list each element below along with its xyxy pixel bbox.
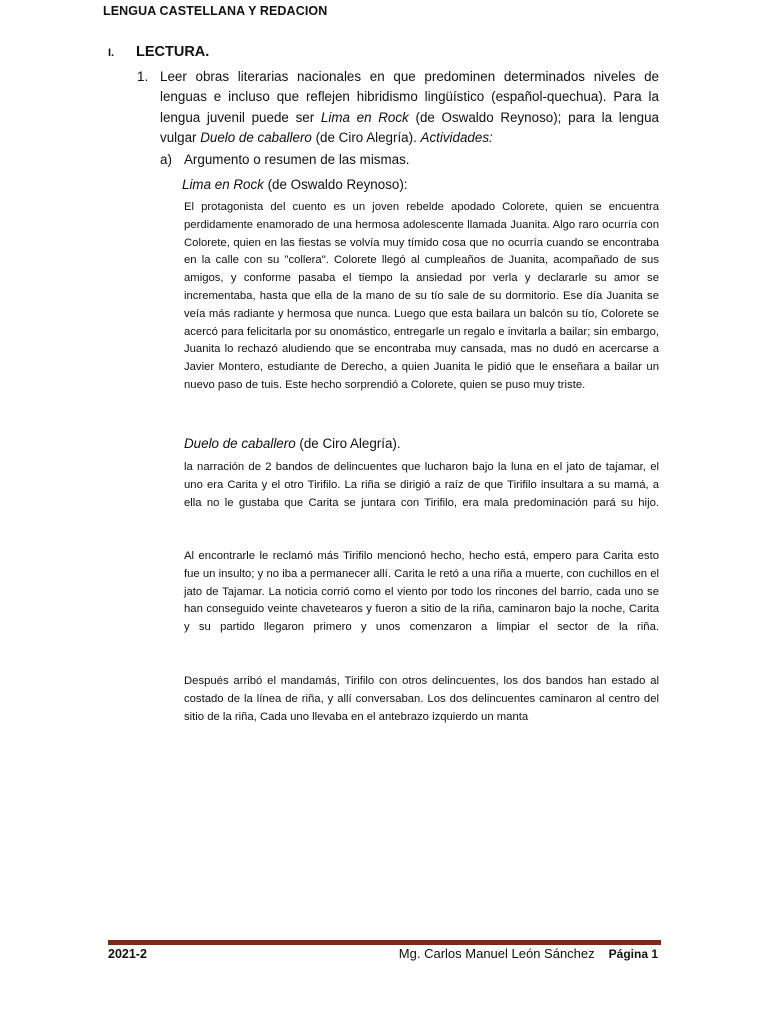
footer-author: Mg. Carlos Manuel León Sánchez <box>398 946 595 961</box>
footer-right <box>399 946 658 961</box>
footer-divider <box>108 940 661 945</box>
footer-year: 2021-2 <box>108 947 147 961</box>
work-title-lima-en-rock: Lima en Rock <box>320 109 409 125</box>
item-text-part-c: (de Ciro Alegría). <box>311 130 421 146</box>
summary-paragraph-duelo-3: Después arribó el mandamás, Tirifilo con otros delincuentes, los dos bandos han estado al costado de la línea de riña, y allí conversaban. Los dos delincuentes caminaron al centro del sitio de la riña, Cada uno llevaba en el antebrazo izquierdo un manta <box>184 675 659 723</box>
section-number: I. <box>108 47 115 59</box>
activities-label: Actividades: <box>420 130 493 146</box>
story-author: (de Oswaldo Reynoso): <box>263 177 408 192</box>
summary-paragraph-duelo-1: la narración de 2 bandos de delincuentes que lucharon bajo la luna en el jato de tajamar, el uno era Carita y el otro Tirifilo. La riña se dirigió a raíz de que Tirifilo insultara a su mamá, a ella no le gustaba que Carita se juntara con Tirifilo, era mala predominación pará su hijo. <box>184 461 659 509</box>
sub-item-text: Argumento o resumen de las mismas. <box>184 152 410 167</box>
sub-item-letter: a) <box>160 152 172 167</box>
summary-paragraph-duelo-2: Al encontrarle le reclamó más Tirifilo mencionó hecho, hecho está, empero para Carita esto fue un insulto; y no iba a permanecer allí. Carita le retó a una riña a muerte, con cuchillos en el jato de Tajamar. La noticia corrió como el viento por todo los rincones del barrio, cada uno se han conseguido veinte chavetearos y fueron a sitio de la riña, caminaron bajo la noche, Carita y su partido llegaron primero y unos comenzaron a limpiar el sector de la riña. <box>184 550 659 634</box>
list-item-number: 1. <box>137 69 149 84</box>
work-title-duelo-de-caballero: Duelo de caballero <box>200 130 312 146</box>
section-title: LECTURA. <box>136 44 210 60</box>
story-author: (de Ciro Alegría). <box>295 436 401 451</box>
story-title-duelo-de-caballero <box>184 436 401 451</box>
story-title-text: Duelo de caballero <box>184 436 296 451</box>
footer-page-number: Página 1 <box>608 947 658 961</box>
story-title-text: Lima en Rock <box>182 177 264 192</box>
document-header-title: LENGUA CASTELLANA Y REDACION <box>103 4 328 18</box>
summary-paragraph-lima-en-rock: El protagonista del cuento es un joven rebelde apodado Colorete, quien se encuentra perdidamente enamorado de una hermosa adolescente llamada Juanita. Algo raro ocurría con Colorete, quien en las fiestas se volvía muy tímido cosa que no ocurría cuando se encontraba en la calle con su "collera". Colorete llegó al cumpleaños de Juanita, acompañado de sus amigos, y conforme pasaba el tiempo la ansiedad por verla y declararle su amor se incrementaba, hasta que ella de la mano de su tío sale de su dormitorio. Ese día Juanita se veía más radiante y hermosa que nunca. Luego que esta bailara un balcón su tío, Colorete se acercó para felicitarla por su onomástico, entregarle un regalo e invitarla a bailar; sin embargo, Juanita lo rechazó aludiendo que se encontraba muy cansada, mas no dudó en acercarse a Javier Montero, estudiante de Derecho, a quien Juanita le pidió que le enseñara a bailar un nuevo paso de tuis. Este hecho sorprendió a Colorete, quien se puso muy triste. <box>184 201 659 391</box>
sub-item-a <box>160 152 410 167</box>
list-item-text <box>160 67 659 149</box>
list-item-1 <box>137 67 659 149</box>
item-text-part-a: Leer obras literarias nacionales en que predominen determinados niveles de lenguas e incluso que reflejen hibridismo lingüístico (español-quechua). Para la lengua juvenil puede ser <box>160 69 659 125</box>
item-text-part-b: (de Oswaldo Reynoso); para la lengua vulgar <box>160 109 659 146</box>
story-title-lima-en-rock <box>182 177 408 192</box>
section-heading <box>108 44 209 60</box>
